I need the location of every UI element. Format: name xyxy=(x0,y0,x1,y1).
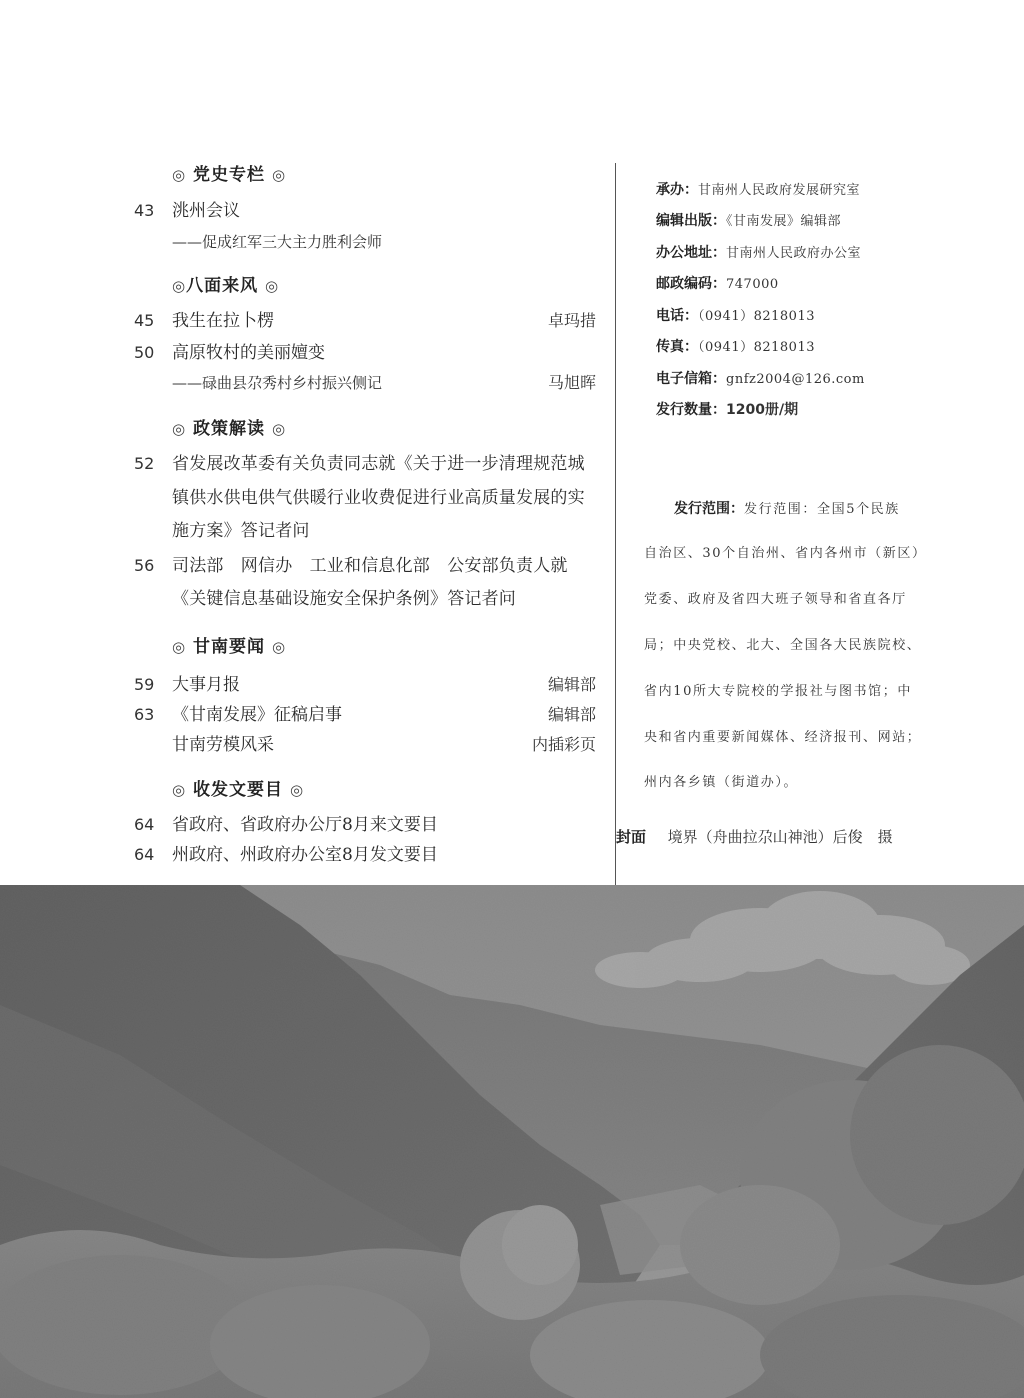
page-number: 45 xyxy=(134,311,155,330)
article-title: 洮州会议 xyxy=(172,201,240,221)
section-mark-icon: ◎ xyxy=(271,420,287,438)
publication-info xyxy=(616,0,1024,885)
section-mark-icon: ◎ xyxy=(271,638,287,656)
article-title: 大事月报 xyxy=(172,675,240,695)
cover-photographer: 后俊 摄 xyxy=(832,828,893,846)
toc-entry[interactable] xyxy=(134,196,596,226)
info-row-email[interactable]: 电子信箱：gnfz2004@126.com xyxy=(656,371,865,387)
cover-credit xyxy=(616,824,893,850)
article-title: 高原牧村的美丽嬗变 xyxy=(172,343,325,363)
toc-entry[interactable] xyxy=(134,670,596,700)
article-title-line[interactable]: 省发展改革委有关负责同志就《关于进一步清理规范城 xyxy=(172,454,585,474)
distribution-line: 央和省内重要新闻媒体、经济报刊、网站； xyxy=(644,730,922,745)
info-row-address: 办公地址：甘南州人民政府办公室 xyxy=(656,245,862,261)
distribution-line: 局；中央党校、北大、全国各大民族院校、 xyxy=(644,638,922,653)
section-mark-icon: ◎ xyxy=(172,420,187,438)
article-title: 甘南劳模风采 xyxy=(172,735,274,755)
toc-entry-subtitle-line xyxy=(134,368,596,398)
distribution-line: 省内10所大专院校的学报社与图书馆；中 xyxy=(644,684,912,699)
page-number: 64 xyxy=(134,845,155,864)
page-number: 50 xyxy=(134,343,155,362)
info-row-phone: 电话：（0941）8218013 xyxy=(656,308,815,324)
mountain-valley-photo xyxy=(0,885,1024,1398)
toc-entry[interactable] xyxy=(134,840,596,870)
toc-entry[interactable] xyxy=(134,730,596,760)
article-title: 省政府、省政府办公厅8月来文要目 xyxy=(172,815,438,835)
email-link[interactable]: gnfz2004@126.com xyxy=(726,372,865,387)
section-mark-icon: ◎ xyxy=(172,166,187,184)
cover-caption: 境界（舟曲拉尕山神池） xyxy=(667,828,833,846)
article-title-line[interactable]: 司法部 网信办 工业和信息化部 公安部负责人就 xyxy=(172,556,568,576)
table-of-contents xyxy=(0,0,614,885)
section-heading: ◎八面来风 ◎ xyxy=(172,276,280,296)
section-heading: ◎ 党史专栏 ◎ xyxy=(172,165,287,185)
article-title-line[interactable]: 镇供水供电供气供暖行业收费促进行业高质量发展的实 xyxy=(172,488,585,508)
distribution-line: 州内各乡镇（街道办）。 xyxy=(644,775,799,790)
article-subtitle: ——促成红军三大主力胜利会师 xyxy=(172,233,383,251)
info-row-organizer: 承办：甘南州人民政府发展研究室 xyxy=(656,182,861,198)
cover-label: 封面 xyxy=(616,828,647,846)
info-row-fax: 传真：（0941）8218013 xyxy=(656,339,815,355)
toc-entry[interactable] xyxy=(134,338,596,368)
article-title: 《甘南发展》征稿启事 xyxy=(172,705,342,725)
toc-entry[interactable] xyxy=(134,810,596,840)
article-title: 州政府、州政府办公室8月发文要目 xyxy=(172,845,438,865)
distribution-line: 自治区、30个自治州、省内各州市（新区） xyxy=(644,546,927,561)
article-title: 我生在拉卜楞 xyxy=(172,311,274,331)
page-number: 63 xyxy=(134,705,155,724)
info-row-postcode: 邮政编码：747000 xyxy=(656,276,779,292)
section-mark-icon: ◎ xyxy=(172,781,187,799)
section-mark-icon: ◎ xyxy=(172,277,187,295)
distribution-line: 党委、政府及省四大班子领导和省直各厅 xyxy=(644,592,907,607)
section-mark-icon: ◎ xyxy=(265,277,280,295)
section-heading: ◎ 收发文要目 ◎ xyxy=(172,780,305,800)
article-author: 内插彩页 xyxy=(531,735,596,754)
page-number: 64 xyxy=(134,815,155,834)
article-author: 编辑部 xyxy=(547,675,596,694)
distribution-label: 发行范围： xyxy=(674,501,744,517)
section-heading: ◎ 甘南要闻 ◎ xyxy=(172,637,287,657)
article-author: 马旭晖 xyxy=(547,373,596,392)
article-author: 编辑部 xyxy=(547,705,596,724)
section-mark-icon: ◎ xyxy=(172,638,187,656)
toc-entry-subtitle-line xyxy=(134,227,596,257)
page-number: 59 xyxy=(134,675,155,694)
article-subtitle: ——碌曲县尕秀村乡村振兴侧记 xyxy=(172,374,383,392)
page-number: 52 xyxy=(134,454,155,473)
article-title-line[interactable]: 《关键信息基础设施安全保护条例》答记者问 xyxy=(172,589,516,609)
info-row-publisher: 编辑出版：《甘南发展》编辑部 xyxy=(656,213,842,229)
distribution-line: 发行范围：发行范围：全国5个民族 xyxy=(674,501,900,517)
article-title-line[interactable]: 施方案》答记者问 xyxy=(172,521,310,541)
toc-entry[interactable] xyxy=(134,700,596,730)
toc-entry[interactable] xyxy=(134,306,596,336)
landscape-photo xyxy=(0,885,1024,1398)
section-mark-icon: ◎ xyxy=(289,781,305,799)
page-number: 56 xyxy=(134,556,155,575)
info-row-circulation: 发行数量：1200册/期 xyxy=(656,402,799,418)
section-heading: ◎ 政策解读 ◎ xyxy=(172,419,287,439)
page-number: 43 xyxy=(134,201,155,220)
article-author: 卓玛措 xyxy=(547,311,596,330)
section-mark-icon: ◎ xyxy=(271,166,287,184)
